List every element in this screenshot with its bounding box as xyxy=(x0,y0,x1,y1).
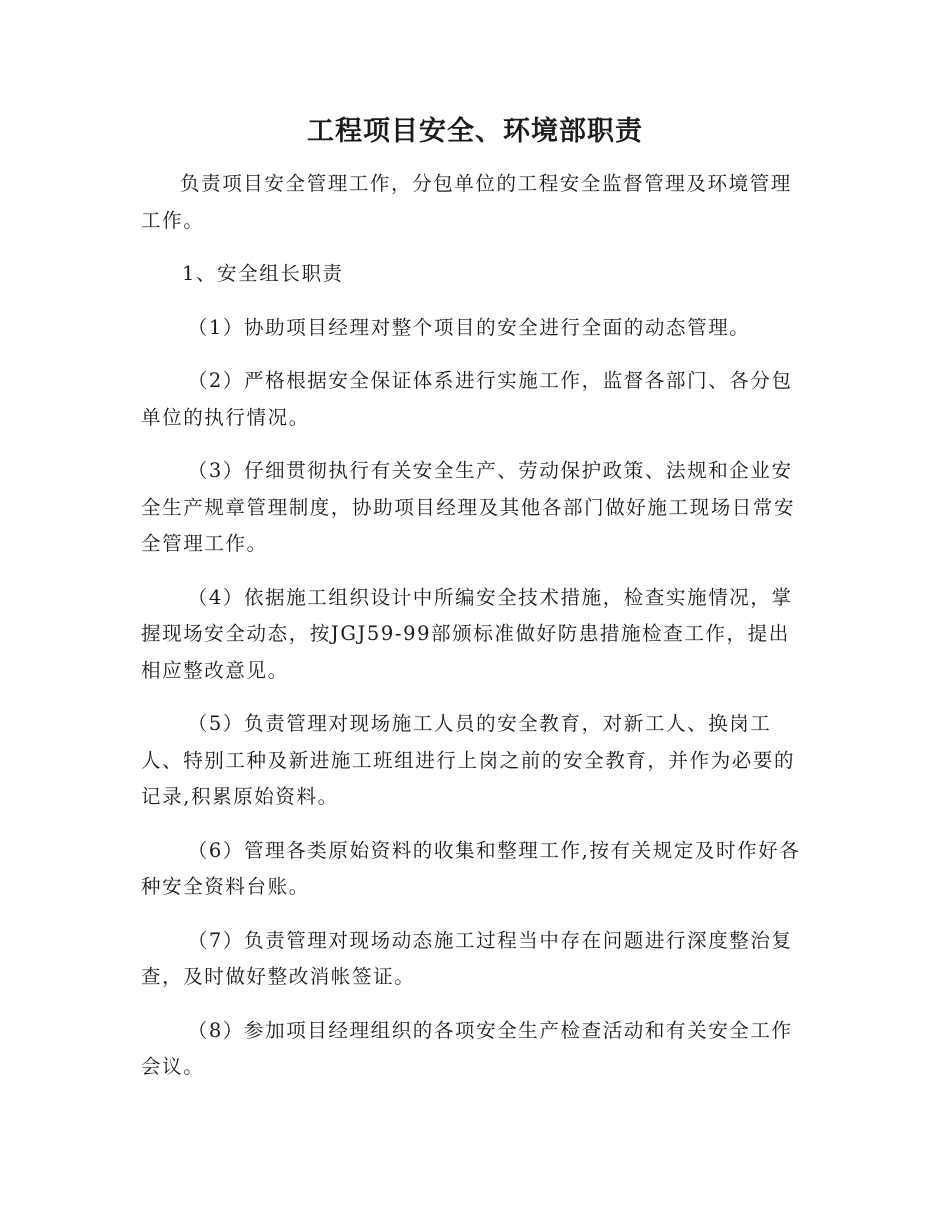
duty-item-2: （2）严格根据安全保证体系进行实施工作，监督各部门、各分包单位的执行情况。 xyxy=(141,369,793,429)
intro-paragraph: 负责项目安全管理工作，分包单位的工程安全监督管理及环境管理工作。 xyxy=(141,172,792,232)
duty-item-3: （3）仔细贯彻执行有关安全生产、劳动保护政策、法规和企业安全生产规章管理制度，协助项目经理及其他各部门做好施工现场日常安全管理工作。 xyxy=(141,459,796,555)
duty-item-5: （5）负责管理对现场施工人员的安全教育，对新工人、换岗工人、特别工种及新进施工班组进行上岗之前的安全教育，并作为必要的记录,积累原始资料。 xyxy=(141,712,796,808)
duty-item-6: （6）管理各类原始资料的收集和整理工作,按有关规定及时作好各种安全资料台账。 xyxy=(141,838,801,898)
duty-item-7: （7）负责管理对现场动态施工过程当中存在问题进行深度整治复查，及时做好整改消帐签证。 xyxy=(141,928,793,988)
document-title: 工程项目安全、环境部职责 xyxy=(307,116,643,147)
document-body xyxy=(141,166,806,1103)
duty-item-8: （8）参加项目经理组织的各项安全生产检查活动和有关安全工作会议。 xyxy=(141,1018,793,1078)
duty-item-1: （1）协助项目经理对整个项目的安全进行全面的动态管理。 xyxy=(187,315,751,339)
section-heading: 1、安全组长职责 xyxy=(181,262,344,285)
duty-item-4: （4）依据施工组织设计中所编安全技术措施，检查实施情况，掌握现场安全动态，按JGJ59-99部颁标准做好防患措施检查工作，提出相应整改意见。 xyxy=(141,585,793,682)
